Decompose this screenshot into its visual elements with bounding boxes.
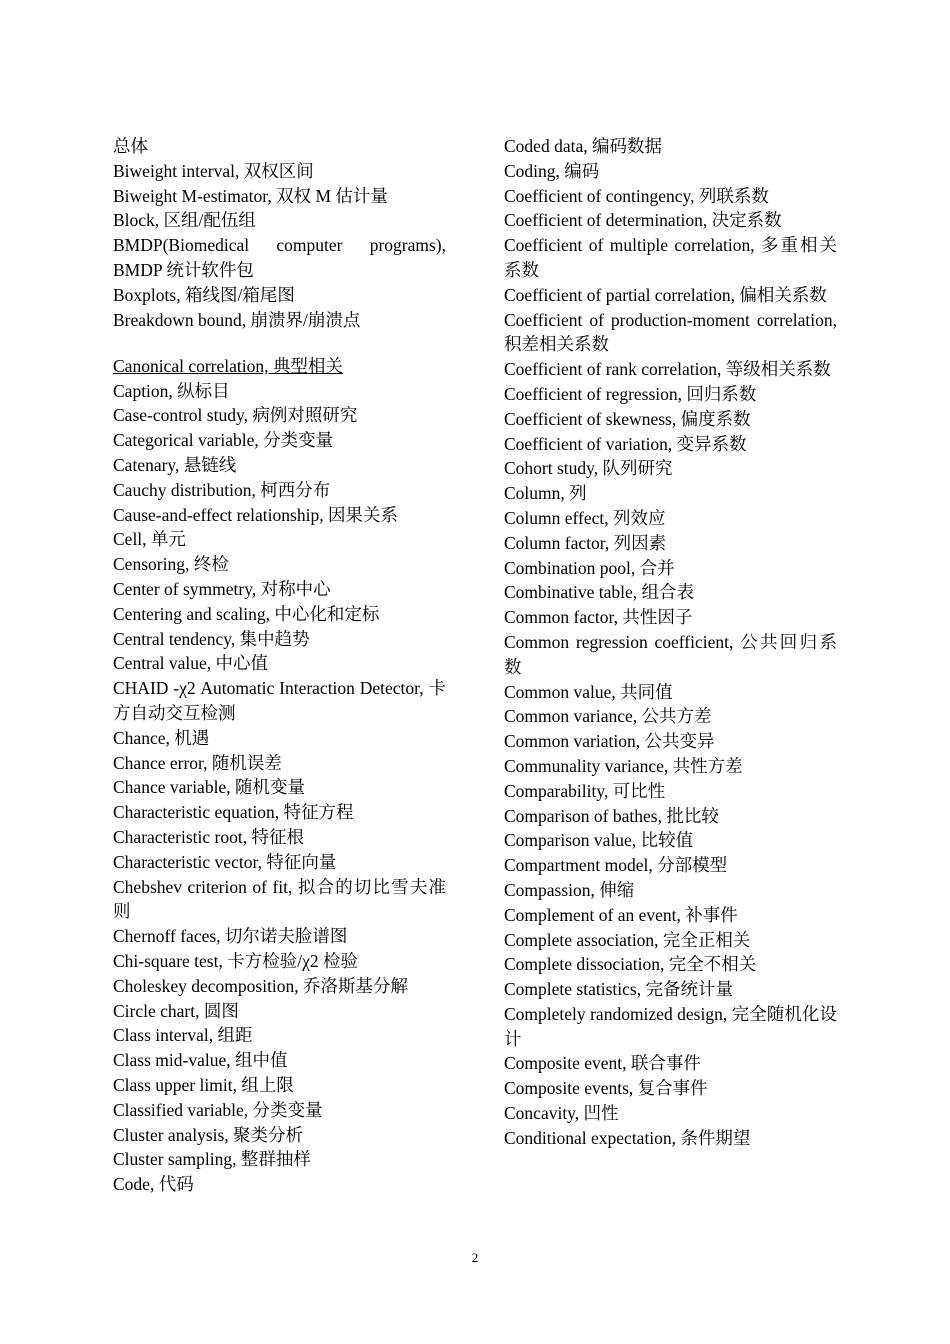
glossary-entry: Cluster sampling, 整群抽样 <box>113 1149 311 1170</box>
glossary-entry: Comparability, 可比性 <box>504 780 666 801</box>
glossary-entry: Central value, 中心值 <box>113 653 269 674</box>
glossary-entry: Common regression coefficient, 公共回归系数 <box>504 631 837 677</box>
glossary-entry: Complete statistics, 完备统计量 <box>504 979 733 1000</box>
glossary-entry: Coefficient of variation, 变异系数 <box>504 433 747 454</box>
glossary-entry: Coefficient of determination, 决定系数 <box>504 210 782 231</box>
glossary-entry: Coded data, 编码数据 <box>504 136 662 156</box>
glossary-entry: Coding, 编码 <box>504 160 600 181</box>
entry-spacer <box>113 332 446 354</box>
glossary-entry: Characteristic root, 特征根 <box>113 827 304 848</box>
glossary-entry: Biweight M-estimator, 双权 M 估计量 <box>113 185 388 206</box>
glossary-entry: Cluster analysis, 聚类分析 <box>113 1124 304 1145</box>
glossary-entry: Common value, 共同值 <box>504 681 673 702</box>
glossary-entry: Comparison of bathes, 批比较 <box>504 805 719 826</box>
glossary-entry: CHAID -χ2 Automatic Interaction Detector, 卡方自动交互检测 <box>113 678 446 724</box>
glossary-entry: Classified variable, 分类变量 <box>113 1099 323 1120</box>
glossary-entry: Circle chart, 圆图 <box>113 1000 239 1021</box>
glossary-entry: Combination pool, 合并 <box>504 557 675 578</box>
glossary-entry: Complete association, 完全正相关 <box>504 929 751 950</box>
glossary-entry: Caption, 纵标目 <box>113 380 230 401</box>
glossary-entry: Boxplots, 箱线图/箱尾图 <box>113 284 295 305</box>
glossary-entry: Class upper limit, 组上限 <box>113 1074 294 1095</box>
glossary-entry: Coefficient of production-moment correlation, 积差相关系数 <box>504 309 837 355</box>
glossary-entry: Conditional expectation, 条件期望 <box>504 1127 751 1148</box>
glossary-entry: Chance variable, 随机变量 <box>113 777 305 798</box>
glossary-entry: Comparison value, 比较值 <box>504 830 694 851</box>
glossary-entry: Block, 区组/配伍组 <box>113 210 256 231</box>
right-column <box>504 134 837 1151</box>
glossary-entry: Class interval, 组距 <box>113 1025 253 1046</box>
glossary-entry: Compassion, 伸缩 <box>504 879 635 900</box>
glossary-entry: BMDP(Biomedical computer programs), BMDP 统计软件包 <box>113 235 446 280</box>
glossary-entry: Cauchy distribution, 柯西分布 <box>113 479 331 500</box>
glossary-entry: Column, 列 <box>504 483 587 504</box>
glossary-entry: Chebshev criterion of fit, 拟合的切比雪夫准则 <box>113 876 446 922</box>
glossary-entry: Completely randomized design, 完全随机化设计 <box>504 1003 837 1049</box>
glossary-entry: Cohort study, 队列研究 <box>504 458 673 479</box>
glossary-entry: Chernoff faces, 切尔诺夫脸谱图 <box>113 926 348 947</box>
glossary-entry: Chance, 机遇 <box>113 727 210 748</box>
glossary-entry: Coefficient of multiple correlation, 多重相关系数 <box>504 235 837 280</box>
glossary-entry: Coefficient of regression, 回归系数 <box>504 383 757 404</box>
glossary-entry: Composite event, 联合事件 <box>504 1053 701 1074</box>
glossary-entry: Coefficient of rank correlation, 等级相关系数 <box>504 359 831 380</box>
glossary-entry: Coefficient of partial correlation, 偏相关系数 <box>504 284 827 305</box>
glossary-entry: Categorical variable, 分类变量 <box>113 430 334 451</box>
glossary-entry: Complete dissociation, 完全不相关 <box>504 954 757 975</box>
glossary-entry: Class mid-value, 组中值 <box>113 1050 288 1071</box>
glossary-entry: 总体 <box>113 136 148 156</box>
glossary-entry: Censoring, 终检 <box>113 554 229 575</box>
glossary-entry: Communality variance, 共性方差 <box>504 755 743 776</box>
glossary-entry: Cell, 单元 <box>113 529 186 550</box>
glossary-entry: Combinative table, 组合表 <box>504 582 695 603</box>
glossary-entry: Biweight interval, 双权区间 <box>113 160 314 181</box>
glossary-entry: Choleskey decomposition, 乔洛斯基分解 <box>113 975 409 996</box>
glossary-entry: Characteristic vector, 特征向量 <box>113 851 337 872</box>
glossary-entry: Common factor, 共性因子 <box>504 607 693 628</box>
glossary-entry: Complement of an event, 补事件 <box>504 904 738 925</box>
glossary-entry: Common variance, 公共方差 <box>504 706 712 727</box>
glossary-entry: Center of symmetry, 对称中心 <box>113 579 331 600</box>
glossary-entry: Column effect, 列效应 <box>504 507 666 528</box>
glossary-entry: Chi-square test, 卡方检验/χ2 检验 <box>113 951 358 971</box>
page-number: 2 <box>471 1250 479 1265</box>
glossary-entry: Column factor, 列因素 <box>504 532 667 553</box>
glossary-entry: Case-control study, 病例对照研究 <box>113 405 358 426</box>
glossary-entry: Centering and scaling, 中心化和定标 <box>113 603 380 624</box>
glossary-entry: Cause-and-effect relationship, 因果关系 <box>113 504 398 525</box>
glossary-entry: Compartment model, 分部模型 <box>504 855 728 876</box>
glossary-entry: Code, 代码 <box>113 1174 194 1195</box>
glossary-entry: Chance error, 随机误差 <box>113 752 282 773</box>
left-column <box>113 134 446 1197</box>
glossary-entry: Breakdown bound, 崩溃界/崩溃点 <box>113 309 361 330</box>
glossary-entry: Canonical correlation, 典型相关 <box>113 355 343 376</box>
glossary-entry: Concavity, 凹性 <box>504 1103 619 1124</box>
glossary-entry: Characteristic equation, 特征方程 <box>113 802 354 823</box>
glossary-entry: Central tendency, 集中趋势 <box>113 628 310 649</box>
glossary-entry: Catenary, 悬链线 <box>113 455 237 476</box>
glossary-entry: Coefficient of contingency, 列联系数 <box>504 185 769 206</box>
glossary-entry: Coefficient of skewness, 偏度系数 <box>504 408 751 429</box>
glossary-entry: Common variation, 公共变异 <box>504 731 715 752</box>
glossary-entry: Composite events, 复合事件 <box>504 1078 708 1099</box>
